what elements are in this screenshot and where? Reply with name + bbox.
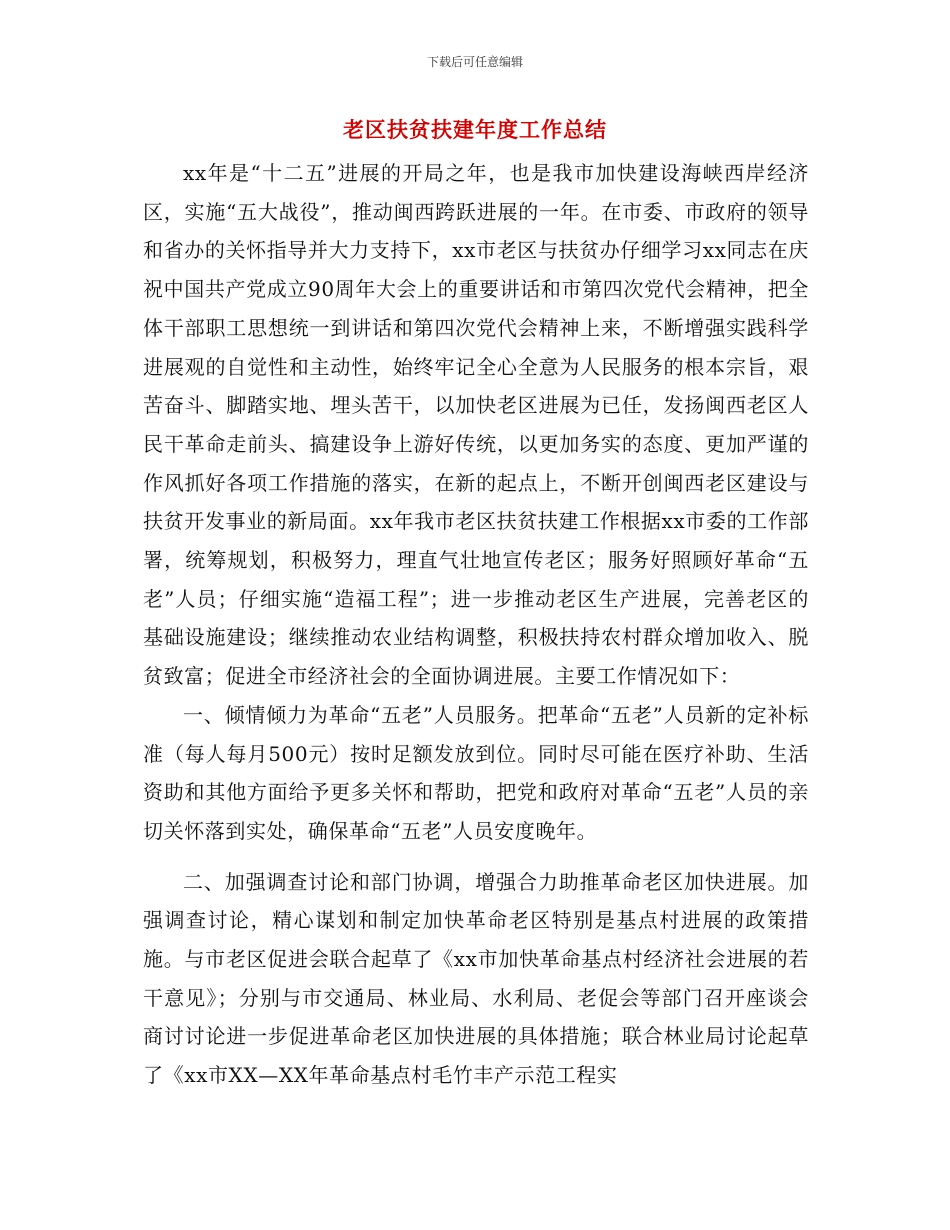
paragraph-section-1: 一、倾情倾力为革命“五老”人员服务。把革命“五老”人员新的定补标准（每人每月500元）按时足额发放到位。同时尽可能在医疗补助、生活资助和其他方面给予更多关怀和帮助，把党和政府对革命“五老”人员的亲切关怀落到实处，确保革命“五老”人员安度晚年。 (143, 702, 809, 843)
page-header: 下载后可任意编辑 (426, 55, 523, 69)
document-title: 老区扶贫扶建年度工作总结 (343, 117, 607, 142)
paragraph-intro: xx年是“十二五”进展的开局之年，也是我市加快建设海峡西岸经济区，实施“五大战役”，推动闽西跨跃进展的一年。在市委、市政府的领导和省办的关怀指导并大力支持下，xx市老区与扶贫办仔细学习xx同志在庆祝中国共产党成立90周年大会上的重要讲话和市第四次党代会精神，把全体干部职工思想统一到讲话和第四次党代会精神上来，不断增强实践科学进展观的自觉性和主动性，始终牢记全心全意为人民服务的根本宗旨，艰苦奋斗、脚踏实地、埋头苦干，以加快老区进展为已任，发扬闽西老区人民干革命走前头、搞建设争上游好传统，以更加务实的态度、更加严谨的作风抓好各项工作措施的落实，在新的起点上，不断开创闽西老区建设与扶贫开发事业的新局面。xx年我市老区扶贫扶建工作根据xx市委的工作部署，统筹规划，积极努力，理直气壮地宣传老区；服务好照顾好革命“五老”人员；仔细实施“造福工程”；进一步推动老区生产进展，完善老区的基础设施建设；继续推动农业结构调整，积极扶持农村群众增加收入、脱贫致富；促进全市经济社会的全面协调进展。主要工作情况如下： (143, 161, 809, 689)
document-body (143, 154, 809, 1095)
paragraph-section-2: 二、加强调查讨论和部门协调，增强合力助推革命老区加快进展。加强调查讨论，精心谋划和制定加快革命老区特别是基点村进展的政策措施。与市老区促进会联合起草了《xx市加快革命基点村经济社会进展的若干意见》；分别与市交通局、林业局、水利局、老促会等部门召开座谈会商讨讨论进一步促进革命老区加快进展的具体措施；联合林业局讨论起草了《xx市XX—XX年革命基点村毛竹丰产示范工程实 (143, 869, 809, 1088)
